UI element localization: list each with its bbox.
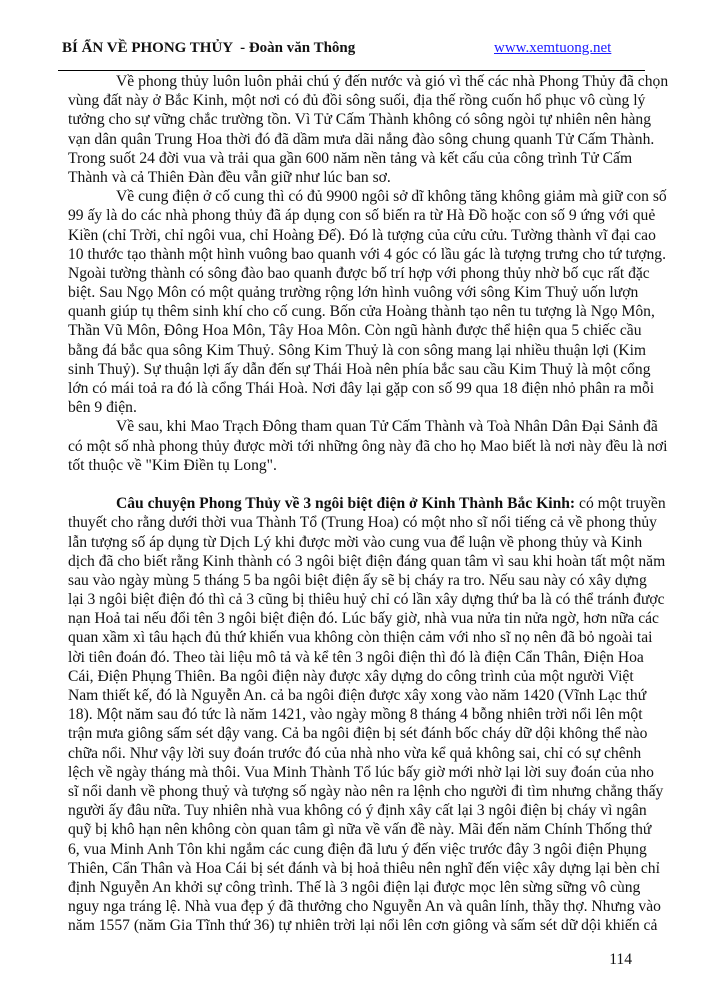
text-line: Ngoài tường thành có sông đào bao quanh được bố trí hợp với phong thủy nhờ bố cục rất đặc bbox=[68, 264, 650, 282]
text-line: quanh giúp tụ thêm sinh khí cho cố cung. Bốn cửa Hoàng thành tạo nên tu tượng là Ngọ Môn, bbox=[68, 303, 655, 321]
text-line: chữa nổi. Như vậy lời suy đoán trước đó của nhà nho vừa kể quả không sai, chỉ có sự chênh bbox=[68, 744, 642, 762]
page-number: 114 bbox=[609, 951, 632, 968]
text-line: lại 3 ngôi biệt điện đó thì cả 3 cũng bị thiêu huỷ chỉ có lần xây dựng thứ ba là có thể tránh được bbox=[68, 591, 665, 609]
text-line: năm 1557 (năm Gia Tĩnh thứ 36) tự nhiên trời lại nổi lên cơn giông và sấm sét dữ dội khiến cả bbox=[68, 917, 658, 935]
text-line: thuyết cho rằng dưới thời vua Thành Tổ (Trung Hoa) có một nho sĩ nổi tiếng cả về phong thủy bbox=[68, 514, 657, 532]
text-line: lời tiên đoán đó. Theo tài liệu mô tả và kể tên 3 ngôi điện thì đó là điện Cẩn Thân, Điện Hoa bbox=[68, 648, 644, 666]
website-link[interactable]: www.xemtuong.net bbox=[494, 40, 612, 56]
text-line: quan xầm xì tâu hạch đủ thứ khiến vua không còn thiện cảm với nho sĩ nọ nên đã bỏ ngoài tai bbox=[68, 629, 653, 647]
text-line: dịch đã cho biết rằng Kinh thành có 3 ngôi biệt điện đáng quan tâm vì sau khi hoàn tất một năm bbox=[68, 552, 666, 570]
text-line: người ấy đâu nữa. Tuy nhiên nhà vua không có ý định xây cất lại 3 ngôi điện bị cháy vì ngân bbox=[68, 802, 647, 820]
text-line: lẫn tượng số áp dụng từ Dịch Lý khi được mời vào cung vua để luận về phong thủy và Kinh bbox=[68, 533, 643, 551]
text-line: lớn có mái toả ra đó là cổng Thái Hoà. Nơi đây lại gặp con số 99 qua 18 điện nhỏ phân ra mỗi bbox=[68, 380, 655, 397]
header-divider bbox=[58, 70, 645, 71]
text-line: Trong suốt 24 đời vua và trải qua gần 600 năm nền tảng và kết cấu của công trình Tử Cấm bbox=[68, 149, 633, 167]
paragraph bbox=[68, 187, 667, 417]
text-line: bằng đá bắc qua sông Kim Thuỷ. Sông Kim Thuỷ là con sông mang lại nhiều thuận lợi (Kim bbox=[68, 341, 647, 359]
text-line: sinh Thuỷ). Sự thuận lợi ấy dẫn đến sự Thái Hoà nên phía bắc sau cầu Kim Thuỷ là một cổng bbox=[68, 360, 651, 378]
text-line: Về sau, khi Mao Trạch Đông tham quan Tử Cấm Thành và Toà Nhân Dân Đại Sảnh đã bbox=[116, 418, 658, 436]
text-line: nạn Hoả tai nếu đổi tên 3 ngôi biệt điện đó. Lúc bấy giờ, nhà vua nửa tin nửa ngờ, hơn nữa các bbox=[68, 610, 659, 628]
story-first-line-text: có một truyền bbox=[575, 495, 666, 513]
text-line: Về cung điện ở cố cung thì có đủ 9900 ngôi sở dĩ không tăng không giảm mà giữ con số bbox=[116, 188, 667, 206]
paragraph bbox=[68, 417, 668, 475]
paragraph bbox=[68, 72, 669, 187]
text-line: 6, vua Minh Anh Tôn khi ngắm các cung điện đã lưu ý đến việc trước đây 3 ngôi điện Phụng bbox=[68, 840, 647, 858]
text-line: 99 ấy là do các nhà phong thủy đã áp dụng con số biến ra từ Hà Đồ hoặc con số 9 ứng với quẻ bbox=[68, 207, 656, 225]
text-line: Nam thiết kế, đó là Nguyễn An. cả ba ngôi điện được xây xong vào năm 1420 (Vĩnh Lạc thứ bbox=[68, 687, 647, 704]
paragraph-gap bbox=[68, 475, 632, 494]
text-line: định Nguyễn An khởi sự công trình. Thế là 3 ngôi điện lại được mọc lên sừng sững vô cùng bbox=[68, 878, 641, 896]
story-heading: Câu chuyện Phong Thủy về 3 ngôi biệt điện ở Kinh Thành Bắc Kinh: bbox=[116, 495, 576, 513]
story-first-line bbox=[68, 494, 666, 513]
text-line: có một số nhà phong thủy được mời tới những ông này đã cho họ Mao biết là nơi này đều là nơi bbox=[68, 437, 668, 455]
text-line: trận mưa giông sấm sét dậy vang. Cả ba ngôi điện bị sét đánh bốc cháy dữ dội không thể nào bbox=[68, 725, 648, 743]
text-line: tốt thuộc về "Kim Điền tụ Long". bbox=[68, 456, 277, 474]
text-line: Về phong thủy luôn luôn phải chú ý đến nước và gió vì thế các nhà Phong Thủy đã chọn bbox=[116, 73, 669, 90]
document-header-title: BÍ ẨN VỀ PHONG THỦY - Đoàn văn Thông bbox=[62, 40, 356, 56]
text-line: 10 thước tạo thành một hình vuông bao quanh với 4 góc có lầu gác là tượng trưng cho tứ tượng. bbox=[68, 245, 666, 263]
text-line: Kiền (chỉ Trời, chỉ ngôi vua, chỉ Hoàng Đế). Đó là tượng của cửu cửu. Tường thành vĩ đại cao bbox=[68, 226, 656, 244]
story-paragraph bbox=[68, 494, 666, 935]
text-line: lệch về ngày tháng mà thôi. Vua Minh Thành Tổ lúc bấy giờ mới nhờ lại lời suy đoán của nho bbox=[68, 763, 654, 781]
text-line: tưởng cho sự vững chắc trường tồn. Vì Tử Cấm Thành không có sông ngòi tự nhiên nên hàng bbox=[68, 111, 652, 129]
document-body bbox=[68, 72, 669, 935]
text-line: biệt. Sau Ngọ Môn có một quảng trường rộng lớn hình vuông với sông Kim Thuỷ uốn lượn bbox=[68, 284, 639, 302]
text-line: sau vào ngày mùng 5 tháng 5 ba ngôi biệt điện ấy sẽ bị cháy ra tro. Nếu sau này có xây dựng bbox=[68, 571, 647, 589]
text-line: Cái, Điện Phụng Thiên. Ba ngôi điện này được xây dựng do công trình của một người Việt bbox=[68, 667, 634, 685]
text-line: 18). Một năm sau đó tức là năm 1421, vào ngày mồng 8 tháng 4 bỗng nhiên trời nổi lên một bbox=[68, 706, 643, 724]
text-line: bên 9 điện. bbox=[68, 399, 137, 417]
text-line: nguy nga tráng lệ. Nhà vua đẹp ý đã thưởng cho Nguyễn An và quân lính, thầy thợ. Nhưng vào bbox=[68, 898, 661, 916]
text-line: sĩ nổi danh về phong thuỷ và tượng số ngày nào nên ra lệnh cho người đi tìm nhưng chẳng thấy bbox=[68, 782, 664, 800]
text-line: Thần Vũ Môn, Đông Hoa Môn, Tây Hoa Môn. Còn ngũ hành được thể hiện qua 5 chiếc cầu bbox=[68, 322, 642, 340]
text-line: quỹ bị khô hạn nên không còn quan tâm gì nữa về vấn đề này. Mãi đến năm Chính Thống thứ bbox=[68, 821, 652, 839]
text-line: Thiên, Cẩn Thân và Hoa Cái bị sét đánh và bị hoả thiêu nên nghĩ đến việc xây dựng lại bèn chỉ bbox=[68, 859, 660, 877]
text-line: Thành và cả Thiên Đàn đều vẫn giữ như lúc ban sơ. bbox=[68, 168, 391, 186]
text-line: vạn dân quân Trung Hoa thời đó đã dầm mưa dãi nắng đào sông chung quanh Tử Cấm Thành. bbox=[68, 130, 655, 148]
text-line: vùng đất này ở Bắc Kinh, một nơi có đủ đồi sông suối, địa thế rồng cuốn hổ phục vô cùng lý bbox=[68, 92, 646, 110]
